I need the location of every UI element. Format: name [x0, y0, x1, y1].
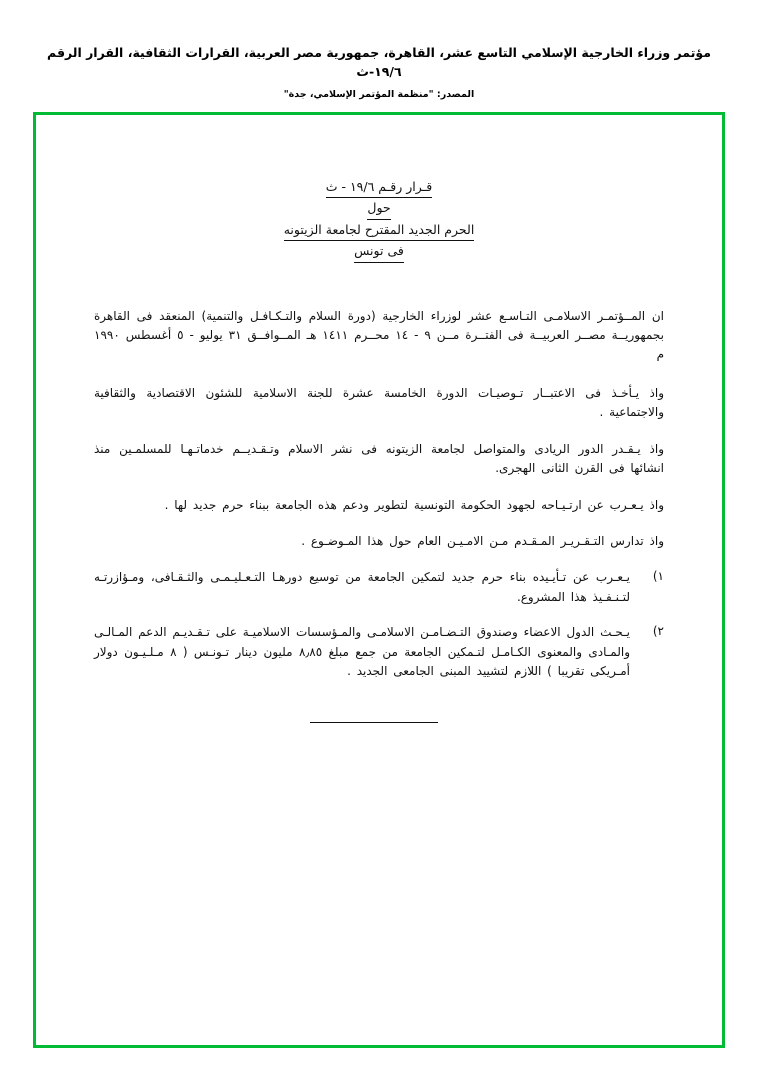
resolution-about-text: حول: [367, 198, 390, 219]
document-frame: [33, 112, 725, 1048]
resolution-location-text: فى تونس: [354, 241, 404, 262]
paragraph: ان المــؤتمـر الاسلامـى التـاسـع عشر لوزراء الخارجية (دورة السلام والتـكـافـل والتنمية) المنعقد فى القاهرة بجمهوريــة مصــر العربيــة فى الفتــرة مــن ٩ - ١٤ محــرم ١٤١١ هـ المــوافــق ٣١ يوليو - ٥ أغسطس ١٩٩٠ م: [94, 308, 664, 362]
resolution-about-line: [94, 198, 664, 219]
paragraph: واذ يـقـدر الدور الريادى والمتواصل لجامعة الزيتونه فى نشر الاسلام وتـقـديــم خدماتـهـا للمسلمـين منذ انشائها فى القرن الثانى الهجرى.: [94, 441, 664, 476]
closing-rule-container: [94, 708, 664, 727]
list-item-number: ١): [652, 569, 664, 584]
paragraph: واذ يـأخـذ فى الاعتبــار تـوصيـات الدورة الخامسة عشرة للجنة الاسلامية للشئون الاقتصادية والثقافية والاجتماعية .: [94, 385, 664, 420]
resolution-location-line: [94, 241, 664, 262]
paragraph: واذ تدارس التـقـريـر المـقـدم مـن الامـيـن العام حول هذا المـوضـوع .: [301, 534, 664, 548]
page-title: مؤتمر وزراء الخارجية الإسلامي التاسع عشر، القاهرة، جمهورية مصر العربية، القرارات الثقافية، القرار الرقم ١٩/٦-ث: [47, 45, 711, 79]
paragraph: واذ يـعـرب عن ارتـيـاحه لجهود الحكومة التونسية لتطوير ودعم هذه الجامعة ببناء حرم جديد لها .: [164, 497, 664, 512]
document-body: [36, 115, 722, 727]
list-item: [94, 623, 664, 681]
list-item-text: يـعـرب عن تـأيـيده بناء حرم جديد لتمكين الجامعة من توسيع دورهـا التـعـليـمـى والثـقـافى، ومـؤازرتـه لتـنـفـيذ هذا المشروع.: [94, 570, 630, 604]
list-item-number: ٢): [652, 624, 664, 639]
horizontal-rule: [310, 722, 438, 723]
resolution-title-block: [94, 177, 664, 263]
page-header: [0, 0, 758, 100]
resolution-subject-text: الحرم الجديد المقترح لجامعة الزيتونه: [284, 220, 475, 241]
list-item: [94, 568, 664, 607]
list-item-text: يـحـث الدول الاعضاء وصندوق التـضـامـن الاسلامـى والمـؤسسات الاسلاميـة على تـقـديـم الدعم المـالـى والمـادى والمعنوى الكـامـل لتـمكين الجامعة من جمع مبلغ ٨٫٨٥ مليون دينار تـونـس ( ٨ مـلـيـون دولار أمـريكى تقريبا ) اللازم لتشييد المبنى الجامعى الجديد .: [94, 625, 630, 679]
source-line: المصدر: "منظمة المؤتمر الإسلامي، جدة": [283, 88, 475, 100]
resolution-number-line: [94, 177, 664, 198]
resolution-subject-line: [94, 220, 664, 241]
resolution-number-text: قـرار رقـم ١٩/٦ - ث: [326, 177, 433, 198]
